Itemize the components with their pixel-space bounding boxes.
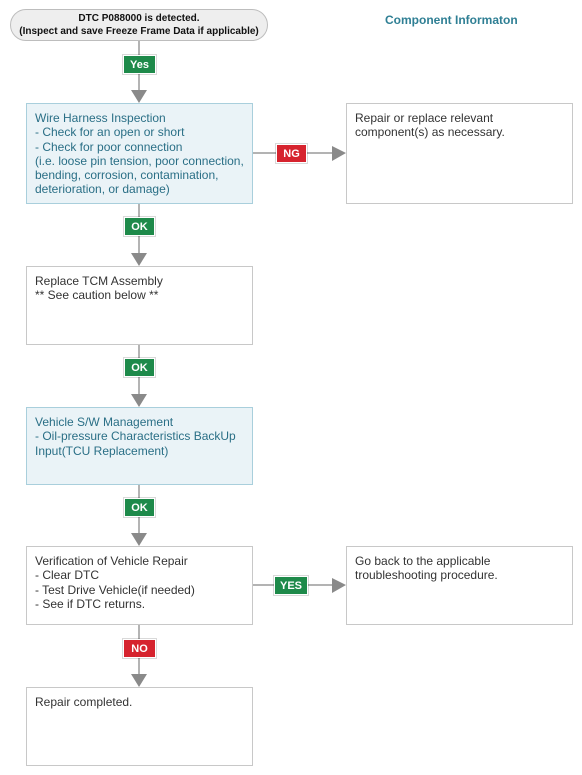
arrowhead (332, 578, 346, 593)
badge-ok: OK (124, 498, 155, 517)
arrowhead (131, 253, 147, 266)
step-line: deterioration, or damage) (35, 182, 170, 197)
badge-yes-caps: YES (274, 576, 308, 595)
start-line-1: DTC P088000 is detected. (78, 13, 200, 24)
step-line: - Test Drive Vehicle(if needed) (35, 582, 195, 597)
step-line: Input(TCU Replacement) (35, 443, 169, 458)
component-information-link[interactable]: Component Informaton (385, 13, 518, 27)
step-line: Repair or replace relevant (355, 111, 494, 125)
step-line: Go back to the applicable (355, 554, 491, 568)
step-line: - Oil-pressure Characteristics BackUp (35, 429, 236, 444)
arrowhead (131, 90, 147, 103)
step-line: bending, corrosion, contamination, (35, 168, 219, 183)
start-node-dtc-detected (10, 9, 268, 41)
step-line: - Check for an open or short (35, 125, 185, 140)
step-go-back-to-troubleshooting (346, 546, 573, 625)
badge-yes: Yes (123, 55, 156, 74)
step-line: - Clear DTC (35, 568, 100, 583)
arrowhead (131, 533, 147, 546)
step-line: Replace TCM Assembly (35, 274, 163, 288)
step-replace-tcm-assembly (26, 266, 253, 345)
step-line: Vehicle S/W Management (35, 415, 174, 429)
step-repair-or-replace (346, 103, 573, 204)
badge-ok: OK (124, 217, 155, 236)
badge-ng: NG (276, 144, 307, 163)
step-line: (i.e. loose pin tension, poor connection, (35, 153, 244, 168)
step-line: ** See caution below ** (35, 288, 159, 303)
arrowhead (332, 146, 346, 161)
badge-ok: OK (124, 358, 155, 377)
step-wire-harness-inspection (26, 103, 253, 204)
step-vehicle-sw-management (26, 407, 253, 485)
arrowhead (131, 674, 147, 687)
step-verification-of-vehicle-repair (26, 546, 253, 625)
step-line: component(s) as necessary. (355, 125, 505, 140)
step-line: troubleshooting procedure. (355, 568, 498, 583)
step-line: Wire Harness Inspection (35, 111, 166, 125)
step-line: Repair completed. (35, 695, 133, 709)
arrowhead (131, 394, 147, 407)
step-line: Verification of Vehicle Repair (35, 554, 188, 568)
step-repair-completed (26, 687, 253, 766)
step-line: - See if DTC returns. (35, 596, 146, 611)
start-line-2: (Inspect and save Freeze Frame Data if applicable) (19, 26, 259, 37)
badge-no: NO (123, 639, 156, 658)
step-line: - Check for poor connection (35, 139, 183, 154)
